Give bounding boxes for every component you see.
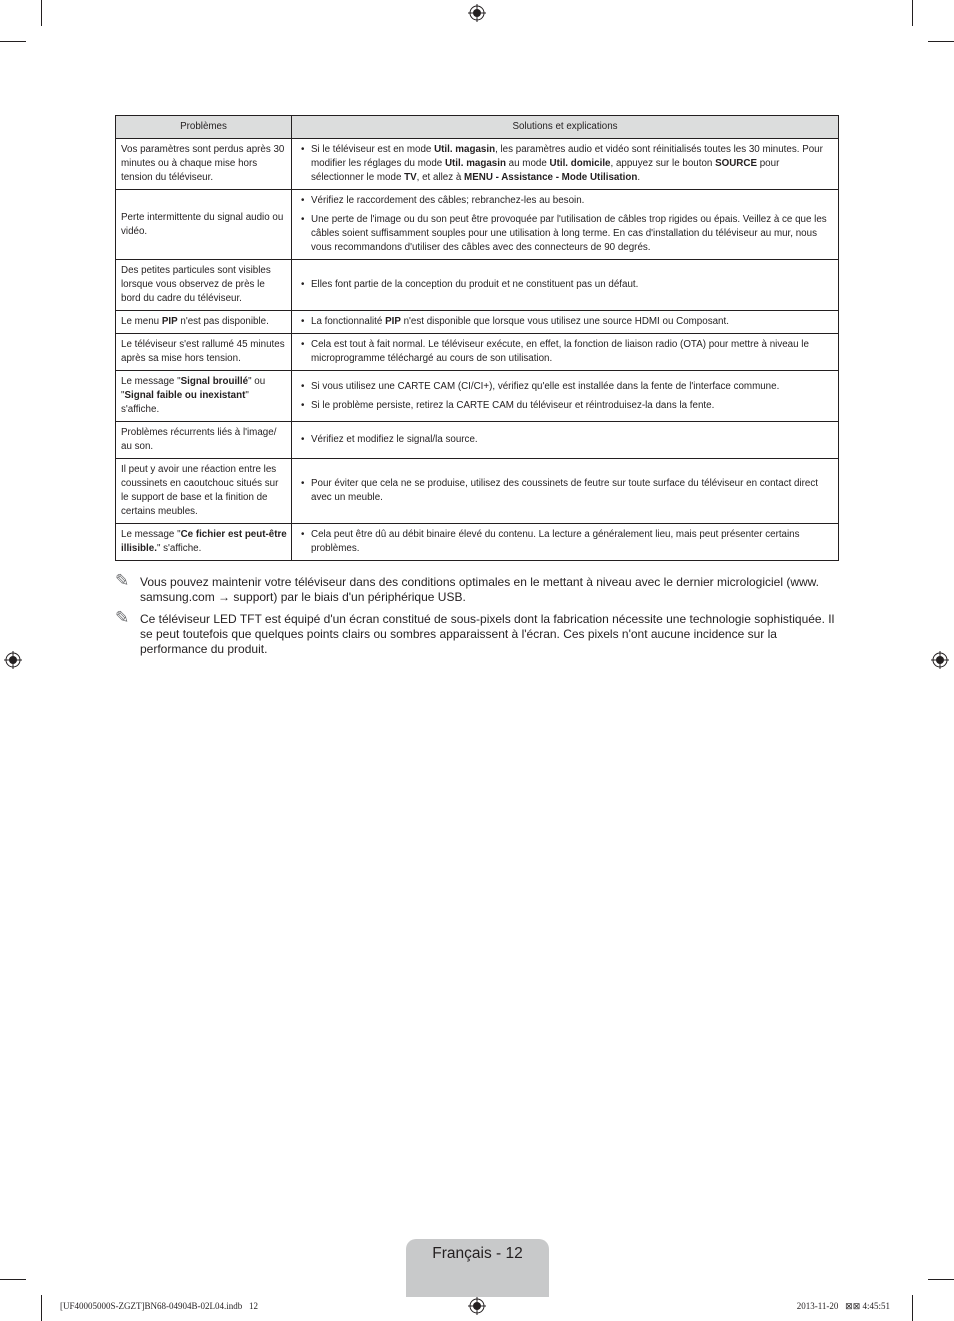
pencil-note-icon: ✎ [115,608,130,627]
solution-item [311,143,834,185]
problem-cell [116,459,292,524]
table-row [116,139,839,190]
solution-list [297,338,834,366]
problem-cell [116,422,292,459]
note-item [115,608,839,657]
solution-item [311,194,834,208]
note-text: Ce téléviseur LED TFT est équipé d'un écran constitué de sous-pixels dont la fabrication nécessite une technologie sophistiquée. Il se peut toutefois que quelques points clairs ou sombres apparaissent à l'écran. Ces pixels n'ont aucune incidence sur la performance du produit. [140,612,835,656]
text-run: Le menu [121,316,162,327]
problem-cell [116,524,292,561]
problem-cell [116,190,292,260]
text-run: Le téléviseur s'est rallumé 45 minutes après sa mise hors tension. [121,339,285,364]
text-run: au mode [505,158,550,169]
solution-cell [292,334,839,371]
crop-mark [912,0,913,26]
text-run: , appuyez sur le bouton [610,158,716,169]
solution-item [311,433,834,447]
solution-item [311,315,834,329]
text-run: Problèmes récurrents liés à l'image/ au son. [121,427,277,452]
footer-timestamp: 2013-11-20 ⊠⊠ 4:45:51 [796,1301,890,1311]
solution-list [297,315,834,329]
text-run: " ou " [121,376,266,401]
text-run: n'est disponible que lorsque vous utilisez une source HDMI ou Composant. [400,316,729,327]
text-run: Cela peut être dû au débit binaire élevé du contenu. La lecture a généralement lieu, mais peut présenter certains problèmes. [311,529,800,554]
text-run: La fonctionnalité [311,316,386,327]
page-number-tab [406,1239,549,1297]
bold-text: MENU - Assistance - Mode Utilisation [464,172,638,183]
text-run: Pour éviter que cela ne se produise, utilisez des coussinets de feutre sur toute surface du téléviseur en contact direct avec un meuble. [311,478,818,503]
notes-section [115,571,839,664]
table-row [116,371,839,422]
solution-cell [292,422,839,459]
crop-mark [0,41,26,42]
text-run: Si le téléviseur est en mode [311,144,435,155]
table-row [116,524,839,561]
problem-cell [116,260,292,311]
text-run: Cela est tout à fait normal. Le téléviseur exécute, en effet, la fonction de liaison radio (OTA) pour mettre à niveau le microprogramme téléchargé au cours de son utilisation. [311,339,809,364]
table-row [116,260,839,311]
crop-mark [912,1295,913,1321]
bold-text: SOURCE [715,158,757,169]
solution-cell [292,139,839,190]
solution-cell [292,459,839,524]
text-run: . [637,172,641,183]
text-run: Une perte de l'image ou du son peut être provoquée par l'utilisation de câbles trop rigides ou épais. Veillez à ce que les câbles soient suffisamment souples pour une utilisation à long terme. En cas d'installation du téléviseur au mur, nous vous recommandons d'utiliser des câbles avec des connecteurs de 90 degrés. [311,214,827,253]
solution-item [311,213,834,255]
table-row [116,459,839,524]
crop-mark [41,0,42,26]
solution-list [297,477,834,505]
text-run: , les paramètres audio et vidéo sont réinitialisés toutes les 30 minutes. Pour modifier les réglages du mode [311,144,823,169]
text-run: " s'affiche. [121,390,249,415]
table-row [116,190,839,260]
bold-text: TV [404,172,417,183]
text-run: Elles font partie de la conception du produit et ne constituent pas un défaut. [311,279,639,290]
bold-text: Util. domicile [549,158,611,169]
problem-cell [116,311,292,334]
bold-text: Ce fichier est peut-être illisible. [121,529,287,554]
table-row [116,334,839,371]
table-row [116,311,839,334]
text-run: n'est pas disponible. [177,316,269,327]
bold-text: Util. magasin [434,144,496,155]
bold-text: Util. magasin [444,158,506,169]
troubleshooting-table [115,115,839,561]
solution-cell [292,524,839,561]
table-header-row [116,116,839,139]
registration-mark-icon [931,651,949,669]
solution-item [311,399,834,413]
registration-mark-icon [4,651,22,669]
note-text: Vous pouvez maintenir votre téléviseur dans des conditions optimales en le mettant à niveau avec le dernier micrologiciel (www. samsung.com → support) par le biais d'un périphérique USB. [140,575,820,604]
solution-cell [292,260,839,311]
solution-item [311,528,834,556]
registration-mark-icon [468,1297,486,1315]
registration-mark-icon [468,4,486,22]
crop-mark [0,1279,26,1280]
text-run: Des petites particules sont visibles lorsque vous observez de près le bord du cadre du téléviseur. [121,265,271,304]
text-run: Le message " [121,529,181,540]
text-run: Vérifiez et modifiez le signal/la source. [311,434,478,445]
problem-cell [116,334,292,371]
text-run: pour sélectionner le mode [311,158,780,183]
solution-item [311,477,834,505]
solution-list [297,380,834,413]
text-run: " s'affiche. [156,543,202,554]
text-run: Perte intermittente du signal audio ou vidéo. [121,211,284,237]
solution-cell [292,371,839,422]
text-run: , et allez à [416,172,465,183]
solution-item [311,380,834,394]
text-run: Vérifiez le raccordement des câbles; rebranchez-les au besoin. [311,195,585,206]
solution-cell [292,311,839,334]
bold-text: PIP [385,316,401,327]
crop-mark [928,41,954,42]
header-problems: Problèmes [116,116,292,139]
solution-cell [292,190,839,260]
text-run: Le message " [121,376,181,387]
solution-item [311,278,834,292]
header-solutions: Solutions et explications [292,116,839,139]
solution-item [311,338,834,366]
solution-list [297,194,834,255]
crop-mark [928,1279,954,1280]
table-body [116,139,839,561]
pencil-note-icon: ✎ [115,571,130,590]
problem-cell [116,139,292,190]
text-run: Vos paramètres sont perdus après 30 minutes ou à chaque mise hors tension du téléviseur. [121,144,285,183]
crop-mark [41,1295,42,1321]
bold-text: Signal brouillé [180,376,249,387]
text-run: Si le problème persiste, retirez la CARTE CAM du téléviseur et réintroduisez-la dans la fente. [311,399,715,411]
text-run: Si vous utilisez une CARTE CAM (CI/CI+), vérifiez qu'elle est installée dans la fente de l'interface commune. [311,380,780,392]
bold-text: Signal faible ou inexistant [124,390,246,401]
solution-list [297,433,834,447]
problem-cell [116,371,292,422]
footer-file-info: [UF40005000S-ZGZT]BN68-04904B-02L04.indb 12 [60,1301,258,1311]
bold-text: PIP [161,316,178,327]
solution-list [297,143,834,185]
page-label: Français - 12 [432,1245,523,1262]
solution-list [297,278,834,292]
note-item [115,571,839,605]
text-run: Il peut y avoir une réaction entre les coussinets en caoutchouc situés sur le support de base et la finition de certains meubles. [121,464,279,517]
table-row [116,422,839,459]
solution-list [297,528,834,556]
